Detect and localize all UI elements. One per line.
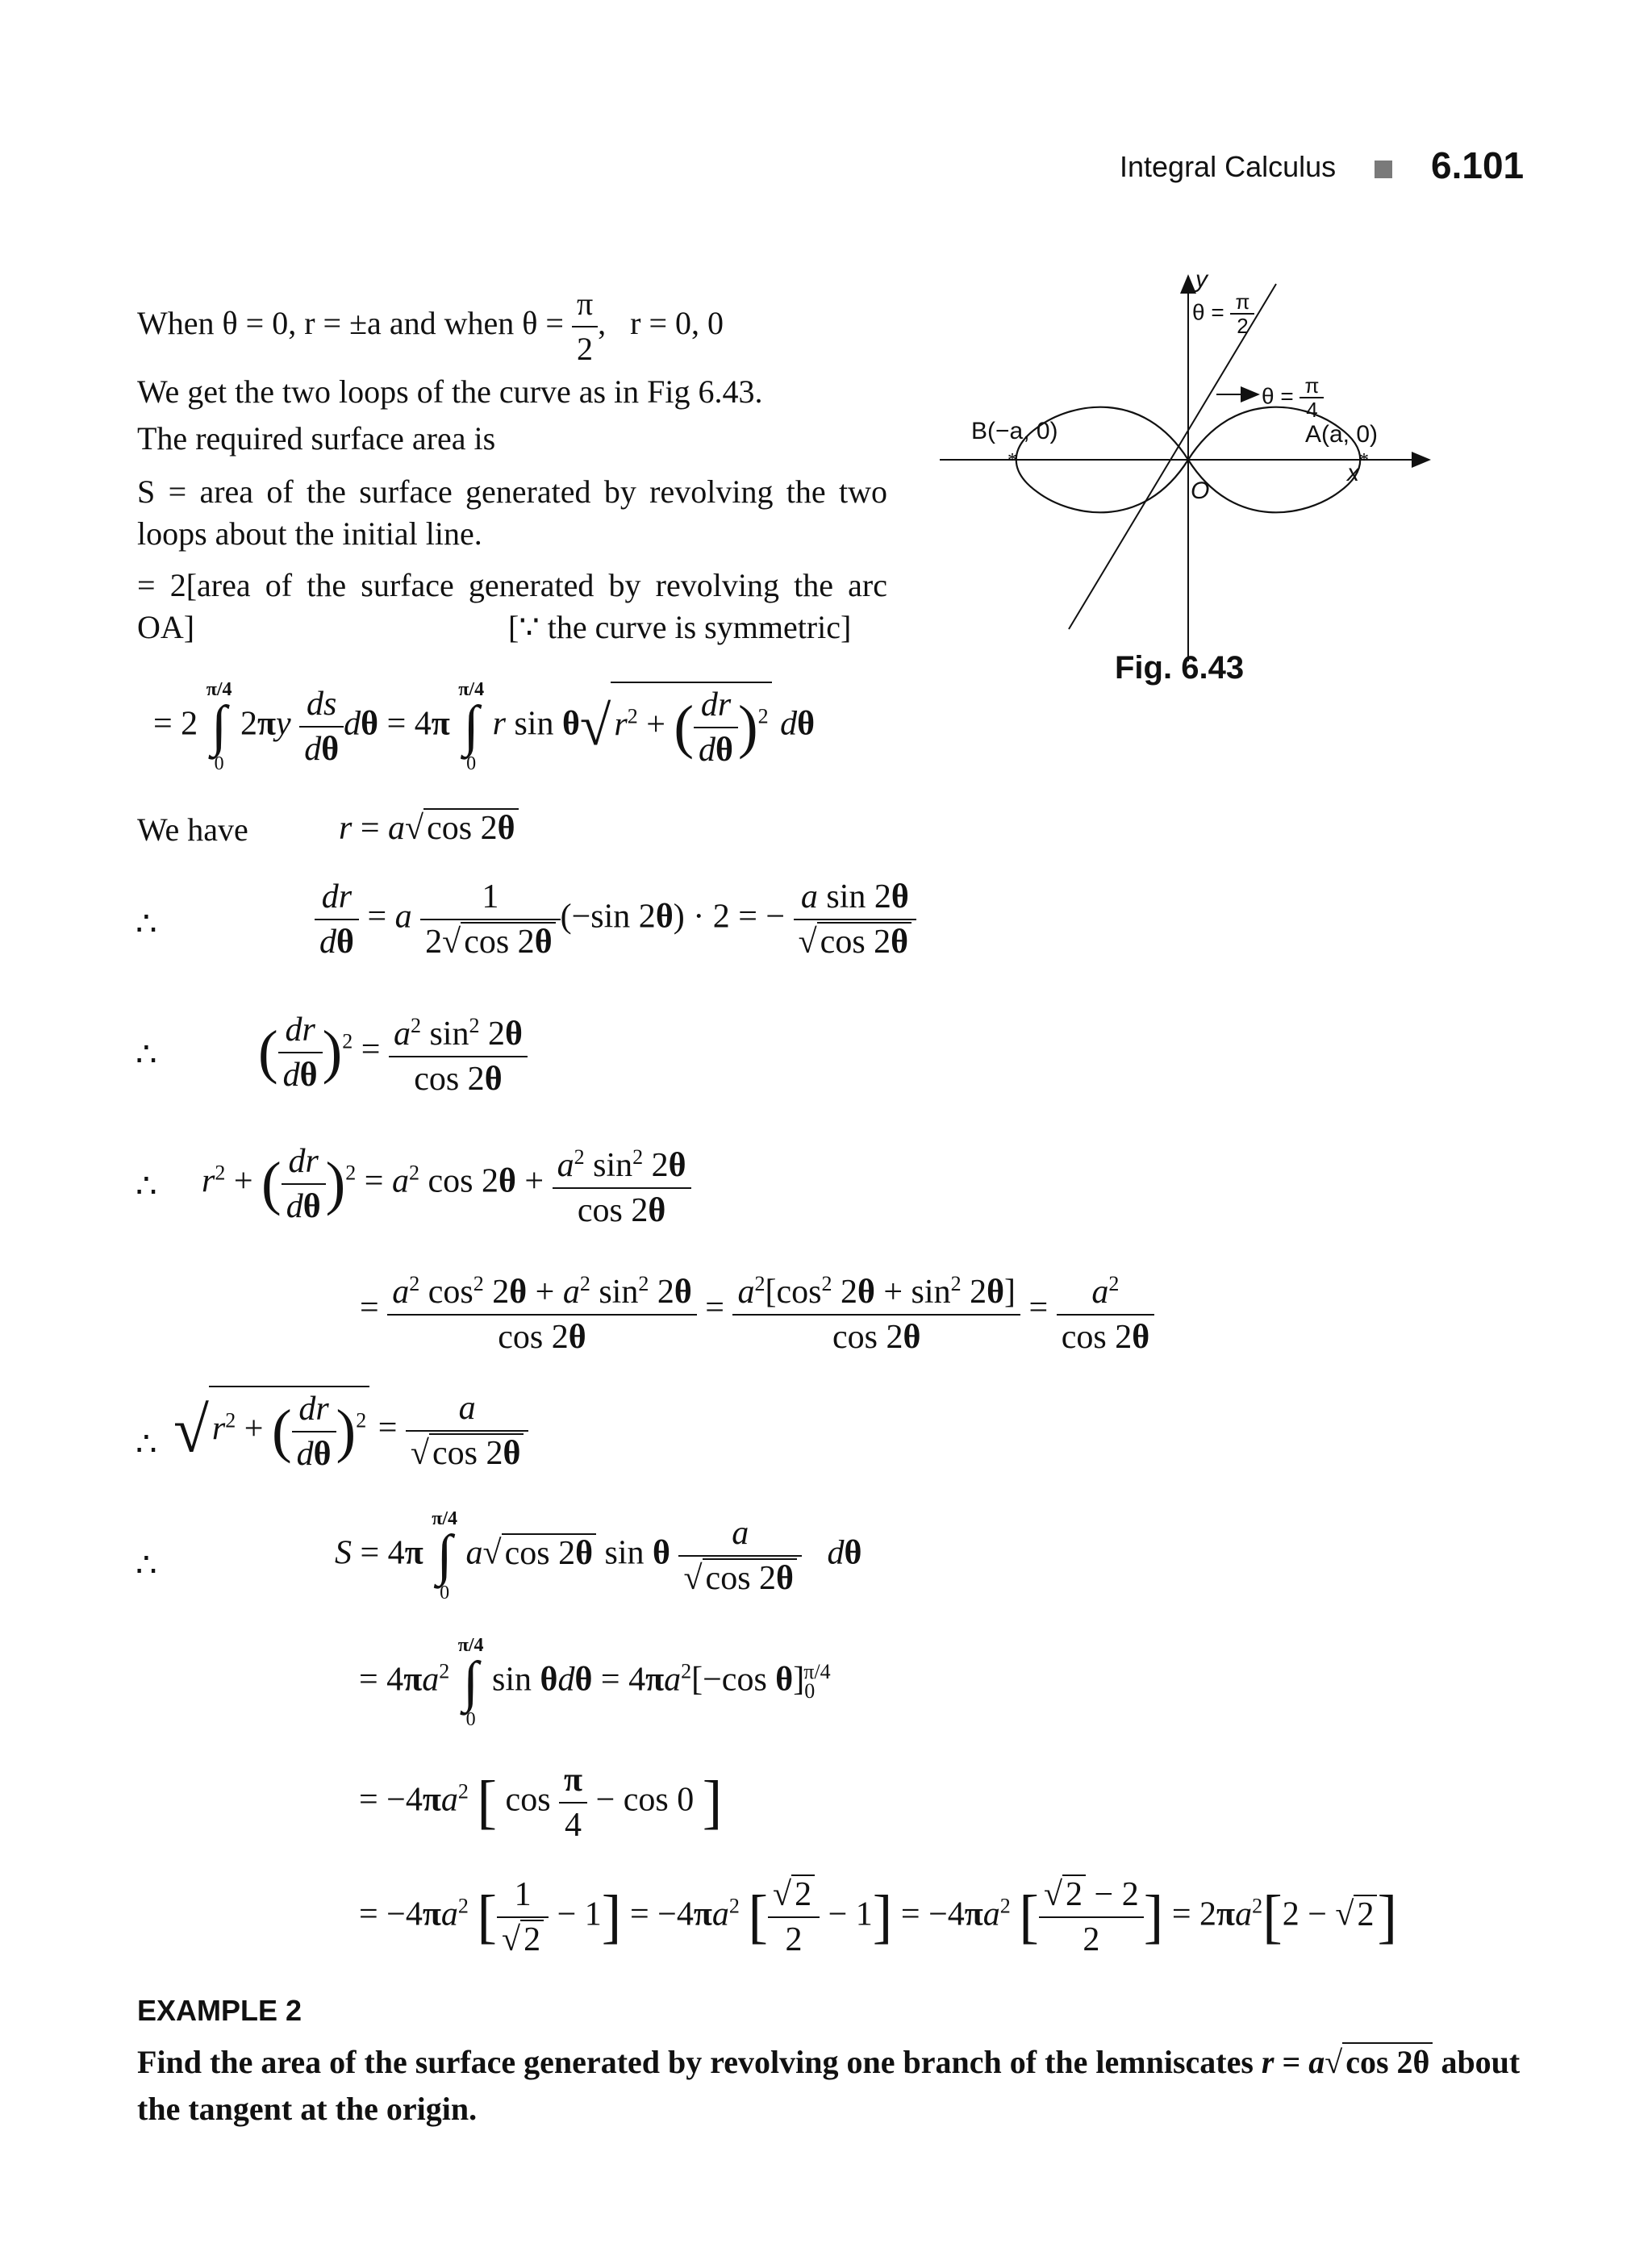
therefore-1: ∴ bbox=[136, 906, 157, 943]
we-have-label: We have bbox=[137, 811, 248, 848]
example-label: EXAMPLE 2 bbox=[137, 1994, 302, 2027]
r-equation: r = a√cos 2θ bbox=[339, 809, 519, 848]
running-head bbox=[1120, 150, 1336, 184]
point-b-marker: * bbox=[1007, 450, 1017, 471]
origin-label: O bbox=[1191, 477, 1210, 504]
intro-line-1: When θ = 0, r = ±a and when θ = $\frac{\pi}{2}$ , r = 0, 0 bbox=[137, 282, 903, 371]
theta-pi2-label: θ = $\frac{\pi}{2}$ bbox=[1192, 290, 1254, 337]
integral-3: π/4 ∫ 0 bbox=[432, 1508, 458, 1603]
y-axis-label: y bbox=[1195, 266, 1208, 293]
figure-6-43 bbox=[936, 266, 1452, 718]
section-title: Integral Calculus bbox=[1120, 150, 1337, 183]
header-square bbox=[1375, 161, 1392, 178]
integral-4: π/4 ∫ 0 bbox=[457, 1635, 484, 1730]
integration-step: = $4\pi a^2$ π/4 ∫ 0 $\sin \theta d\theta = 4\pi a^2[-\cos$ $\theta]_0^{\pi/4}$ bbox=[359, 1635, 831, 1730]
sqrt-equation: $√r^2$ + ( $\frac{dr}{d\theta}$ )$^2$ = $\frac{a}{√\cos 2\theta}$ bbox=[173, 1386, 528, 1476]
figure-caption: Fig. 6.43 bbox=[1115, 650, 1245, 686]
pi-over-2: $\frac{\pi}{2}$ bbox=[572, 282, 598, 371]
intro-line-5-reason: [∵ the curve is symmetric] bbox=[508, 609, 852, 645]
theta-pi4-label: θ = $\frac{\pi}{4}$ bbox=[1262, 374, 1324, 421]
point-a-label: A(a, 0) bbox=[1305, 421, 1379, 448]
therefore-4: ∴ bbox=[136, 1426, 157, 1463]
page-number: 6.101 bbox=[1431, 144, 1525, 186]
intro-line-3: The required surface area is bbox=[137, 420, 496, 457]
surface-integral-equation: = 2 π/4 ∫ 0 2πy $\frac{ds}{d\theta}$ dθ = 4π π/4 ∫ 0 r $\sin \theta√r^2$ + ( $\frac{dr}{d\theta}$ )$^2$ dθ bbox=[153, 679, 816, 774]
derivative-equation: $\frac{dr}{d\theta}$ = a $\frac{1}{2√\cos 2\theta}$ (−sin 2θ) · 2 = − $\frac{\text{a sin 2θ}}{√\cos 2\theta}$ bbox=[315, 875, 916, 964]
derivative-squared-equation: ( $\frac{dr}{d\theta}$ )$^2$ = $\frac{a^2 \sin^2 2\theta}{\cos 2\theta}$ bbox=[258, 1004, 528, 1101]
example-statement: Find the area of the surface generated by revolving one branch of the lemniscates r = a√ cos 2θ about the tangent at the origin. bbox=[137, 2044, 1521, 2127]
combined-equation: = $\frac{a^2 \cos^2 2\theta + a^2 \sin^2 2\theta}{\cos 2\theta}$ = $\frac{a^2[\cos^2 2\theta + \sin^2 2\theta]}{\cos 2\theta}$ = $\frac{a^2}{\cos 2\theta}$ bbox=[360, 1262, 1154, 1359]
final-step: = $-4\pi a^2$ [ $\frac{1}{√2}$ − $1] = -4\pi a^2$ [ $\frac{√2}{2}$ − $1] = -4\pi a^2$ [ $\frac{√2 - 2}{2}$ ] = $2\pi a^2[2 - √2]$ bbox=[359, 1873, 1397, 1962]
intro-line-4: S = area of the surface generated by revolving the two loops about the initial line. bbox=[137, 473, 887, 552]
point-b-label: B(−a, 0) bbox=[971, 418, 1058, 444]
intro-line-5: = 2[area of the surface generated by revolving the arc OA] bbox=[137, 567, 887, 645]
integral-2: π/4 ∫ 0 bbox=[458, 679, 485, 774]
therefore-2: ∴ bbox=[136, 1036, 157, 1074]
s-integral-equation: S = 4π π/4 ∫ 0 a√cos 2θ sin θ $\frac{a}{√\cos 2\theta}$ dθ bbox=[335, 1508, 862, 1603]
intro-line-2: We get the two loops of the curve as in Fig 6.43. bbox=[137, 373, 763, 410]
point-a-marker: * bbox=[1359, 450, 1369, 471]
x-axis-label: x bbox=[1347, 460, 1359, 486]
sum-equation: $r^2$ + ( $\frac{dr}{d\theta}$ )$^2 = a^2$ cos 2θ + $\frac{a^2 \sin^2 2\theta}{\cos 2\theta}$ bbox=[202, 1136, 691, 1232]
therefore-5: ∴ bbox=[136, 1547, 157, 1584]
evaluation-step: = $-4\pi a^2$ [ cos $\frac{\pi}{4}$ − cos 0 ] bbox=[359, 1758, 722, 1847]
integral-1: π/4 ∫ 0 bbox=[206, 679, 232, 774]
therefore-3: ∴ bbox=[136, 1168, 157, 1205]
